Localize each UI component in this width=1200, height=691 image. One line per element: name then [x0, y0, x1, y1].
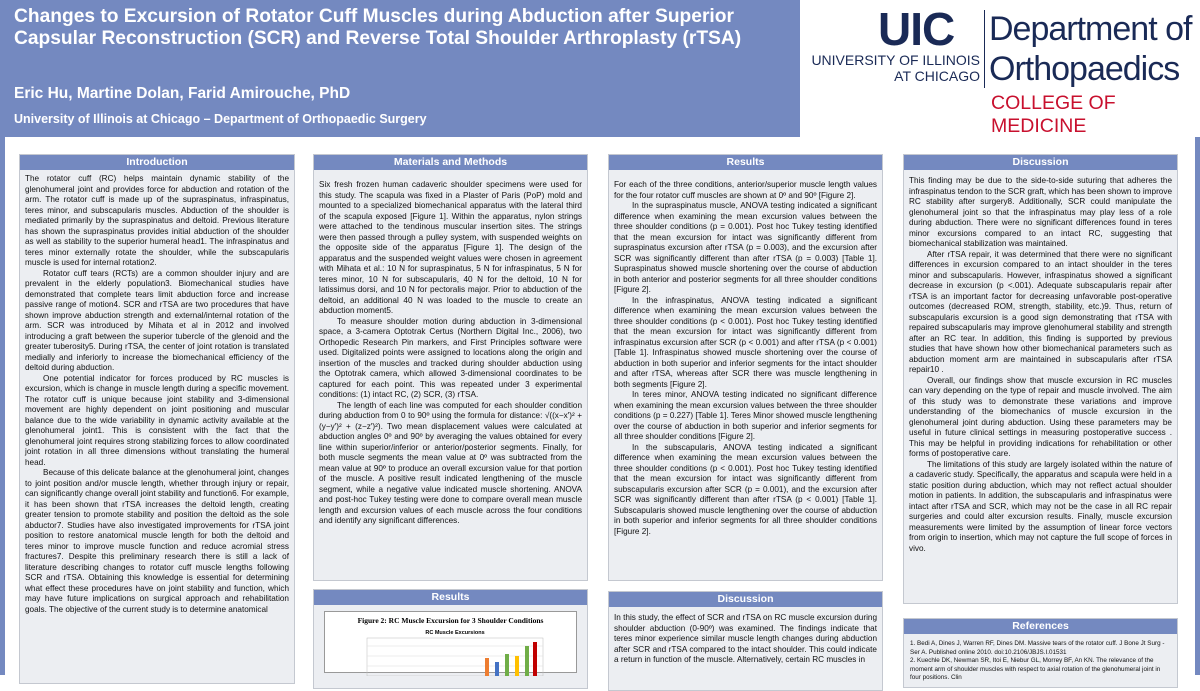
discussion-body: [904, 170, 1177, 558]
discussion-heading: Discussion: [904, 155, 1177, 170]
chart-title: RC Muscle Excursions: [425, 630, 485, 636]
department-line1: Department of: [989, 10, 1192, 48]
introduction-panel: [19, 154, 295, 684]
references-panel: [903, 618, 1178, 688]
methods-heading: Materials and Methods: [314, 155, 587, 170]
discussion-paragraph: After rTSA repair, it was determined that there were no significant differences in excursion compared to an intact shoulder in the teres minor and subscapularis. However, infraspinatus showed a significant decrease in excursion (p <.001). Adequate subscapularis repair after rTSA is an important factor for decreasing unfavorable post-operative outcomes (decreased ROM, strength, stability, etc.)9. Thus, return of subscapularis excursion is a good sign demonstrating that rTSA with repaired subscapularis may improve glenohumeral stability and strength after an RC tear. In addition, this finding is supported by previous studies that have shown how other biomechanical parameters such as abduction moment arm are maintained in subscapularis after rTSA repair10 .: [909, 249, 1172, 374]
discussion-paragraph: Overall, our findings show that muscle excursion in RC muscles can vary depending on the type of repair and muscle involved. The aim of this study was to demonstrate these variations and improve understanding of the biomechanics of muscle excursion in the glenohumeral joint during abduction. Using these parameters may be useful in future clinical settings in measuring postoperative success . This may be helpful in providing indications for rehabilitation or other forms of postoperative care.: [909, 375, 1172, 458]
discussion-start-heading: Discussion: [609, 592, 882, 607]
intro-paragraph: One potential indicator for forces produced by RC muscles is excursion, which is change in muscle length during a specific movement. The rotator cuff is unique because joint stability and 3-dimensional movement are highly dependent on joint positioning and muscular balance due to the wide variability in dynamic activity available at the glenohumeral joint1. This is consistent with the fact that the glenohumeral joint requires strong stabilizing forces to allow coordinated joint rotation in all three dimensions without translating the humeral head.: [25, 373, 289, 467]
excursion-chart: [355, 626, 555, 676]
uic-logo: [800, 0, 1200, 137]
reference-item: 2. Kuechle DK, Newman SR, Itoi E, Niebur GL, Morrey BF, An KN. The relevance of the moment arm of shoulder muscles with respect to axial rotation of the glenohumeral joint in four positions. Clin: [910, 657, 1161, 682]
results-paragraph: In teres minor, ANOVA testing indicated no significant difference when examining the mean excursion values between the three shoulder conditions (p = 0.227) [Table 1]. Teres Minor showed muscle lengthening over the course of abduction in both superior and inferior segments for all three shoulder conditions [Figure 2].: [614, 390, 877, 441]
affiliation: University of Illinois at Chicago – Department of Orthopaedic Surgery: [14, 112, 427, 126]
logo-divider: [984, 10, 985, 88]
discussion-panel: [903, 154, 1178, 604]
methods-paragraph: To measure shoulder motion during abduction in 3-dimensional space, a 3-camera Optotrak Certus (Northern Digital Inc., 2006), two Orthopedic Research Pin markers, and First Principles software were used. Digitalized points were assigned to locations along the origin and insertion of the muscles and tracked during shoulder abduction using the Optotrak camera, which allowed 3-dimensional coordinates to be captured for each point. This was repeated under 3 experimental conditions: (1) intact RC, (2) SCR, (3) rTSA.: [319, 316, 582, 399]
figure-section-heading: Results: [314, 590, 587, 605]
left-border-strip: [0, 137, 5, 675]
department-line2: Orthopaedics: [989, 50, 1180, 88]
chart-bar: [525, 646, 529, 676]
discussion-paragraph: The limitations of this study are largely isolated within the nature of a cadaveric study. Specifically, the apparatus and scapula were held in a static position during abduction, which may not reflect actual shoulder motion in patients. In addition, the subscapularis and infraspinatus were intact after rTSA and SCR, which may not be the case in all RC repair surgeries and could alter excursion results. Finally, muscle excursion measurements were limited by the assumption of linear force vectors from origin to insertion, which may not capture the full scope of forces in vivo.: [909, 459, 1172, 553]
chart-bar: [515, 656, 519, 676]
results-body: [609, 170, 882, 541]
references-list: [904, 634, 1177, 689]
university-name-line1: UNIVERSITY OF ILLINOIS: [811, 52, 980, 68]
introduction-body: [20, 170, 294, 619]
poster-header: [0, 0, 1200, 137]
introduction-heading: Introduction: [20, 155, 294, 170]
figure-2: [324, 611, 577, 673]
chart-bar: [533, 642, 537, 676]
results-panel: [608, 154, 883, 581]
discussion-start-body: [609, 607, 882, 670]
methods-panel: [313, 154, 588, 581]
discussion-paragraph: This finding may be due to the side-to-side suturing that adheres the infraspinatus tendon to the SCR graft, which has been shown to improve RC stability after surgery8. Additionally, SCR could manipulate the glenohumeral joint so that the infraspinatus may play less of a role during abduction. There were no significant differences found in teres minor excursions compared to an intact RC, suggesting that biomechanical stabilization was maintained.: [909, 176, 1172, 248]
chart-bar: [485, 658, 489, 676]
results-paragraph: In the supraspinatus muscle, ANOVA testing indicated a significant difference when examining the mean excursion values between the three shoulder conditions (p = 0.001). Post hoc Tukey testing identified that the mean excursion for intact was significantly different from supraspinatus excursion after rTSA (p = 0.003), and the excursion after SCR was significantly different than after rTSA (p = 0.003) [Table 1]. Supraspinatus showed muscle shortening over the course of abduction in both anterior and posterior segments for all three shoulder conditions [Figure 2].: [614, 201, 877, 294]
poster-title: Changes to Excursion of Rotator Cuff Muscles during Abduction after Superior Capsular Reconstruction (SCR) and Reverse Total Shoulder Arthroplasty (rTSA): [14, 6, 742, 49]
chart-bar: [495, 662, 499, 676]
intro-paragraph: Rotator cuff tears (RCTs) are a common shoulder injury and are prevalent in the elderly population3. Biomechanical studies have demonstrated that complete tears limit abduction force and increase passive range of motion4. SCR and rTSA are two procedures that have shown improve abduction strength and external/internal rotation of the arm. SCR was introduced by Mihata et al in 2012 and involved introducing a graft between the superior tubercle of the glenoid and the greater tuberosity5. During rTSA, the center of joint rotation is translated medially and inferiorly to increase the biomechanical efficiency of the deltoid during abduction.: [25, 268, 289, 372]
references-heading: References: [904, 619, 1177, 634]
right-border-strip: [1195, 137, 1200, 675]
chart-bar: [505, 654, 509, 676]
figure-panel: [313, 589, 588, 689]
discussion-start-panel: [608, 591, 883, 691]
intro-paragraph: Because of this delicate balance at the glenohumeral joint, changes to joint position and/or muscle length, whether through injury or repair, can significantly change overall joint stability and function6. For example, it has been shown that rTSA increases the deltoid length, creating greater tension to promote stability and position the deltoid as the sole abductor7. Studies have also investigated improvements for rTSA joint position to restore anatomical muscle length for both the deltoid and teres minor to improve muscle function and reduce acromial stress fractures7. Despite this preliminary research there is still a lack of literature describing changes to rotator cuff muscle lengths following SCR and rTSA. Obtaining this knowledge is essential for determining what effect these procedures have on joint stability and function, which may have future implications on surgical approach and rehabilitation goals. The objective of the current study is to determine anatomical: [25, 468, 289, 614]
reference-item: 1. Bedi A, Dines J, Warren RF, Dines DM. Massive tears of the rotator cuff. J Bone Jt Surg - Ser A. Published online 2010. doi:10.2106/JBJS.I.01531: [910, 640, 1165, 656]
intro-paragraph: The rotator cuff (RC) helps maintain dynamic stability of the glenohumeral joint and provides force for abduction and rotation of the arm. The rotator cuff is made up of the supraspinatus, infraspinatus, teres minor, and subscapularis muscles. Abduction of the shoulder is mediated primarily by the supraspinatus and deltoid. Previous literature has shown the supraspinatus provides initial abduction of the shoulder as well as stability to the superior humeral head1. The infraspinatus and teres minor externally rotate the shoulder, while the subscapularis muscle is used for internal rotation2.: [25, 174, 289, 267]
methods-paragraph: The length of each line was computed for each shoulder condition during abduction from 0 to 90º using the formula for distance: √((x−x′)² + (y−y′)² + (z−z′)²). Two mean displacement values were calculated at abduction angles 0º and 90º by averaging the values obtained for every line within superior/inferior or anterior/posterior segments. Finally, for both muscle segments the mean value at 0º was subtracted from the mean value at 90º to produce an overall excursion value for that portion of the muscle. A positive result indicated lengthening of the muscle segment, while a negative value indicated muscle shortening. ANOVA and post-hoc Tukey testing were done to compare overall mean muscle length and excursion values of each muscle across the four conditions and identify any significant differences.: [319, 400, 582, 525]
results-paragraph: In the subscapularis, ANOVA testing indicated a significant difference when examining the mean excursion values between the three shoulder conditions (p < 0.001). Post hoc Tukey testing identified that the mean excursion for intact was significantly different from subscapularis excursion after SCR (p = 0.001), and the excursion after SCR was significantly different than after rTSA (p < 0.001) [Table 1]. Subscapularis showed muscle lengthening over the course of abduction in both superior and inferior segments for all three shoulder conditions [Figure 2].: [614, 442, 877, 536]
university-name-line2: AT CHICAGO: [894, 68, 980, 84]
discussion-paragraph: In this study, the effect of SCR and rTSA on RC muscle excursion during shoulder abduction (0-90º) was examined. The findings indicate that teres minor experience similar muscle length changes during abduction after SCR and rTSA compared to the intact shoulder. This could indicate a return in function of the muscle. Alternatively, certain RC muscles in: [614, 613, 877, 664]
figure-caption: Figure 2: RC Muscle Excursion for 3 Shoulder Conditions: [357, 616, 544, 625]
college-name: COLLEGE OF MEDICINE: [991, 92, 1116, 137]
results-paragraph: For each of the three conditions, anterior/superior muscle length values for the four rotator cuff muscles are shown at 0º and 90º [Figure 2].: [614, 180, 877, 200]
results-paragraph: In the infraspinatus, ANOVA testing indicated a significant difference when examining the mean excursion values between the three shoulder conditions (p < 0.001). Post hoc Tukey testing identified that the mean excursion for intact was significantly different from infraspinatus excursion after SCR (p < 0.001) and after rTSA (p < 0.001) [Table 1]. Infraspinatus showed muscle shortening over the course of abduction in both superior and inferior segments for the intact shoulder and after rTSA, whereas after SCR there was muscle lengthening in both segments [Figure 2].: [614, 295, 877, 389]
methods-paragraph: Six fresh frozen human cadaveric shoulder specimens were used for this study. The scapula was fixed in a Plaster of Paris (PoP) mold and mounted to a specialized biomechanical apparatus with the lateral third of the scapula exposed [Figure 1]. Within the apparatus, nylon strings were attached to the tendinous muscular insertion sites. The strings were then passed through a pulley system, with suspended weights on the opposite side of the apparatus [Figure 1]. The design of the apparatus and the suspended weight values were chosen in agreement with Mihata et al.: 10 N for supraspinatus, 5 N for infraspinatus, 5 N for teres minor, 10 N for subscapularis, 40 N for the deltoid, 10 N for latissimus dorsi, and 10 N for pectoralis major. Prior to abduction of the deltoid, an additional 40 N was loaded to the muscle to create an abduction moment5.: [319, 180, 582, 315]
author-list: Eric Hu, Martine Dolan, Farid Amirouche, PhD: [14, 85, 351, 102]
uic-wordmark: UIC: [878, 3, 955, 55]
methods-body: [314, 170, 587, 531]
results-heading: Results: [609, 155, 882, 170]
